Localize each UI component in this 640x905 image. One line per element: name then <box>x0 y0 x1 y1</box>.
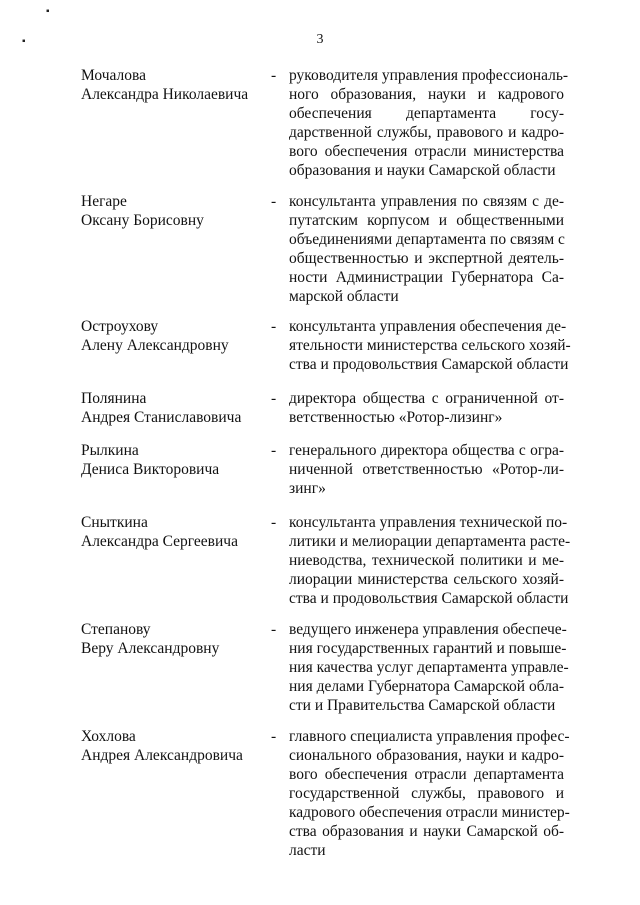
position-description <box>289 513 571 608</box>
person-name <box>81 317 266 355</box>
dash-separator: - <box>271 193 277 210</box>
position-description <box>289 66 569 180</box>
description-line: ния государственных гарантий и повыше- <box>289 640 567 657</box>
description-line: генерального директора общества с огра- <box>289 442 564 459</box>
description-line: путатским корпусом и общественными <box>289 212 564 229</box>
description-line: обеспечения департамента госу- <box>289 105 564 122</box>
description-line: консультанта управления обеспечения де- <box>289 318 567 335</box>
surname: Остроухову <box>81 318 159 335</box>
description-line: ства образования и науки Самарской об- <box>289 823 564 840</box>
dash-separator: - <box>271 514 277 531</box>
given-names: Александра Сергеевича <box>81 533 238 550</box>
surname: Мочалова <box>81 67 147 84</box>
dash-separator: - <box>271 318 277 335</box>
description-line: общественностью и экспертной деятель- <box>289 250 564 267</box>
person-name <box>81 513 266 551</box>
description-line: кадрового обеспечения отрасли министер- <box>289 804 570 821</box>
surname: Степанову <box>81 621 151 638</box>
dash-separator: - <box>271 728 277 745</box>
description-line: ласти <box>289 842 326 859</box>
description-line: сионального образования, науки и кадро- <box>289 747 564 764</box>
description-line: консультанта управления технической по- <box>289 514 568 531</box>
description-line: вого обеспечения отрасли министерства <box>289 143 564 160</box>
person-name <box>81 727 266 765</box>
description-line: сти и Правительства Самарской области <box>289 697 556 714</box>
person-name <box>81 66 266 104</box>
description-line: объединениями департамента по связям с <box>289 231 565 248</box>
position-description <box>289 192 564 306</box>
description-line: ния качества услуг департамента управле- <box>289 659 569 676</box>
position-description <box>289 317 571 374</box>
surname: Сныткина <box>81 514 148 531</box>
description-line: ности Администрации Губернатора Са- <box>289 269 564 286</box>
description-line: образования и науки Самарской области <box>289 162 556 179</box>
description-line: дарственной службы, правового и кадро- <box>289 124 564 141</box>
description-line: ства и продовольствия Самарской области <box>289 590 569 607</box>
dash-separator: - <box>271 67 277 84</box>
description-line: ного образования, науки и кадрового <box>289 86 564 103</box>
surname: Рылкина <box>81 442 139 459</box>
description-line: ниеводства, технической политики и ме- <box>289 552 564 569</box>
description-line: руководителя управления профессиональ- <box>289 67 569 84</box>
given-names: Андрея Александровича <box>81 747 243 764</box>
scan-speck: ▪ <box>22 36 26 47</box>
person-name <box>81 192 266 230</box>
given-names: Веру Александровну <box>81 640 220 657</box>
given-names: Алену Александровну <box>81 337 229 354</box>
description-line: ниченной ответственностью «Ротор-ли- <box>289 461 564 478</box>
description-line: ния делами Губернатора Самарской обла- <box>289 678 564 695</box>
dash-separator: - <box>271 442 277 459</box>
person-name <box>81 389 266 427</box>
person-name <box>81 620 266 658</box>
surname: Хохлова <box>81 728 136 745</box>
description-line: государственной службы, правового и <box>289 785 564 802</box>
position-description <box>289 389 564 427</box>
description-line: лиорации министерства сельского хозяй- <box>289 571 564 588</box>
person-name <box>81 441 266 479</box>
description-line: зинг» <box>289 480 326 497</box>
description-line: ведущего инженера управления обеспече- <box>289 621 567 638</box>
description-line: вого обеспечения отрасли департамента <box>289 766 564 783</box>
surname: Полянина <box>81 390 147 407</box>
description-line: директора общества с ограниченной от- <box>289 390 564 407</box>
page-number: 3 <box>316 32 324 47</box>
scan-speck: ▪ <box>46 6 50 17</box>
description-line: главного специалиста управления профес- <box>289 728 570 745</box>
given-names: Андрея Станиславовича <box>81 409 242 426</box>
given-names: Александра Николаевича <box>81 86 249 103</box>
description-line: ятельности министерства сельского хозяй- <box>289 337 571 354</box>
description-line: консультанта управления по связям с де- <box>289 193 564 210</box>
position-description <box>289 441 564 498</box>
position-description <box>289 727 570 860</box>
description-line: ства и продовольствия Самарской области <box>289 356 569 373</box>
surname: Негаре <box>81 193 127 210</box>
description-line: ветственностью «Ротор-лизинг» <box>289 409 503 426</box>
dash-separator: - <box>271 621 277 638</box>
position-description <box>289 620 569 715</box>
dash-separator: - <box>271 390 277 407</box>
given-names: Дениса Викторовича <box>81 461 220 478</box>
given-names: Оксану Борисовну <box>81 212 204 229</box>
description-line: марской области <box>289 288 399 305</box>
description-line: литики и мелиорации департамента расте- <box>289 533 571 550</box>
